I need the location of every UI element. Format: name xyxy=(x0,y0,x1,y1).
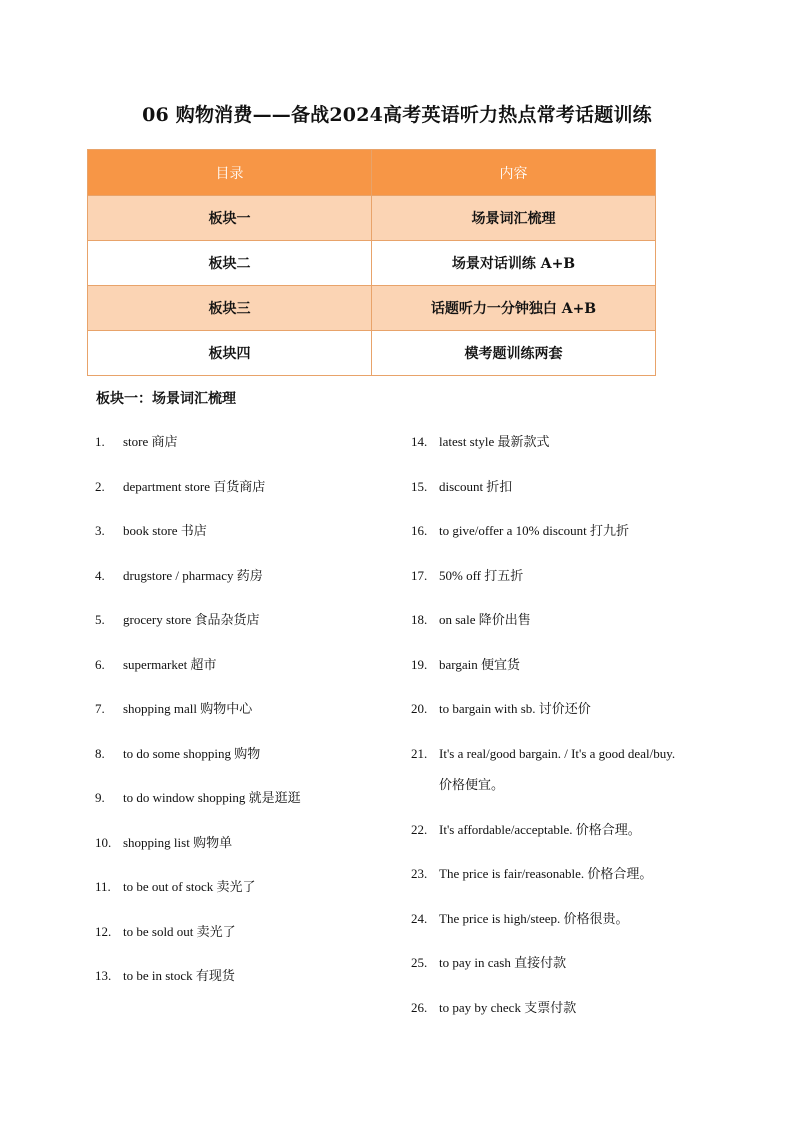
vocab-number: 9. xyxy=(95,790,105,805)
vocab-text-continued: 价格便宜。 xyxy=(439,777,505,792)
vocab-number: 13. xyxy=(95,968,112,983)
contents-table xyxy=(87,149,656,376)
vocab-text: to pay by check 支票付款 xyxy=(439,1000,577,1015)
vocab-text: to be sold out 卖光了 xyxy=(123,924,236,939)
vocab-text: discount 折扣 xyxy=(439,479,513,494)
header-cell-catalog: 目录 xyxy=(88,150,372,196)
vocab-text: on sale 降价出售 xyxy=(439,612,531,627)
table-row xyxy=(88,241,656,286)
vocab-text: The price is fair/reasonable. 价格合理。 xyxy=(439,866,653,881)
table-cell: 板块二 xyxy=(88,241,372,286)
vocab-text: to give/offer a 10% discount 打九折 xyxy=(439,523,630,538)
vocab-text: to do window shopping 就是逛逛 xyxy=(123,790,301,805)
vocab-number: 22. xyxy=(411,822,428,837)
table-cell: 板块三 xyxy=(88,286,372,331)
vocab-text: grocery store 食品杂货店 xyxy=(123,612,260,627)
vocab-number: 24. xyxy=(411,911,428,926)
vocab-text: department store 百货商店 xyxy=(123,479,266,494)
vocab-text: to bargain with sb. 讨价还价 xyxy=(439,701,591,716)
vocab-text: drugstore / pharmacy 药房 xyxy=(123,568,263,583)
vocab-text: store 商店 xyxy=(123,434,178,449)
vocab-number: 5. xyxy=(95,612,105,627)
vocab-number: 21. xyxy=(411,746,428,761)
vocab-number: 20. xyxy=(411,701,428,716)
vocab-number: 12. xyxy=(95,924,112,939)
vocab-number: 6. xyxy=(95,657,105,672)
vocab-text: to be out of stock 卖光了 xyxy=(123,879,256,894)
vocab-number: 25. xyxy=(411,955,428,970)
vocab-text: 50% off 打五折 xyxy=(439,568,524,583)
table-cell: 场景词汇梳理 xyxy=(372,196,656,241)
vocab-number: 16. xyxy=(411,523,428,538)
vocab-text: to do some shopping 购物 xyxy=(123,746,261,761)
table-cell: 模考题训练两套 xyxy=(372,331,656,376)
vocab-number: 4. xyxy=(95,568,105,583)
vocab-number: 7. xyxy=(95,701,105,716)
vocab-text: It's affordable/acceptable. 价格合理。 xyxy=(439,822,641,837)
vocab-number: 2. xyxy=(95,479,105,494)
table-cell: 板块一 xyxy=(88,196,372,241)
section-heading: 板块一：场景词汇梳理 xyxy=(96,391,236,407)
vocab-text: shopping mall 购物中心 xyxy=(123,701,253,716)
vocab-number: 8. xyxy=(95,746,105,761)
table-row xyxy=(88,331,656,376)
vocab-number: 19. xyxy=(411,657,428,672)
vocab-number: 17. xyxy=(411,568,428,583)
vocab-number: 1. xyxy=(95,434,105,449)
vocab-text: to be in stock 有现货 xyxy=(123,968,235,983)
vocab-number: 15. xyxy=(411,479,428,494)
vocab-number: 14. xyxy=(411,434,428,449)
vocab-text: It's a real/good bargain. / It's a good deal/buy. xyxy=(439,746,676,761)
vocab-number: 23. xyxy=(411,866,428,881)
table-row xyxy=(88,286,656,331)
vocab-text: supermarket 超市 xyxy=(123,657,217,672)
vocab-text: book store 书店 xyxy=(123,523,207,538)
table-header-row xyxy=(88,150,656,196)
vocab-text: to pay in cash 直接付款 xyxy=(439,955,567,970)
table-cell: 场景对话训练 A+B xyxy=(372,241,656,286)
vocab-number: 3. xyxy=(95,523,105,538)
table-cell: 话题听力一分钟独白 A+B xyxy=(372,286,656,331)
vocab-number: 10. xyxy=(95,835,112,850)
vocab-number: 26. xyxy=(411,1000,428,1015)
vocab-text: latest style 最新款式 xyxy=(439,434,550,449)
vocab-text: bargain 便宜货 xyxy=(439,657,520,672)
vocab-number: 11. xyxy=(95,879,111,894)
vocab-text: shopping list 购物单 xyxy=(123,835,233,850)
header-cell-content: 内容 xyxy=(372,150,656,196)
page-title: 06 购物消费——备战2024高考英语听力热点常考话题训练 xyxy=(142,104,652,126)
vocab-number: 18. xyxy=(411,612,428,627)
table-row xyxy=(88,196,656,241)
vocab-text: The price is high/steep. 价格很贵。 xyxy=(439,911,629,926)
table-cell: 板块四 xyxy=(88,331,372,376)
